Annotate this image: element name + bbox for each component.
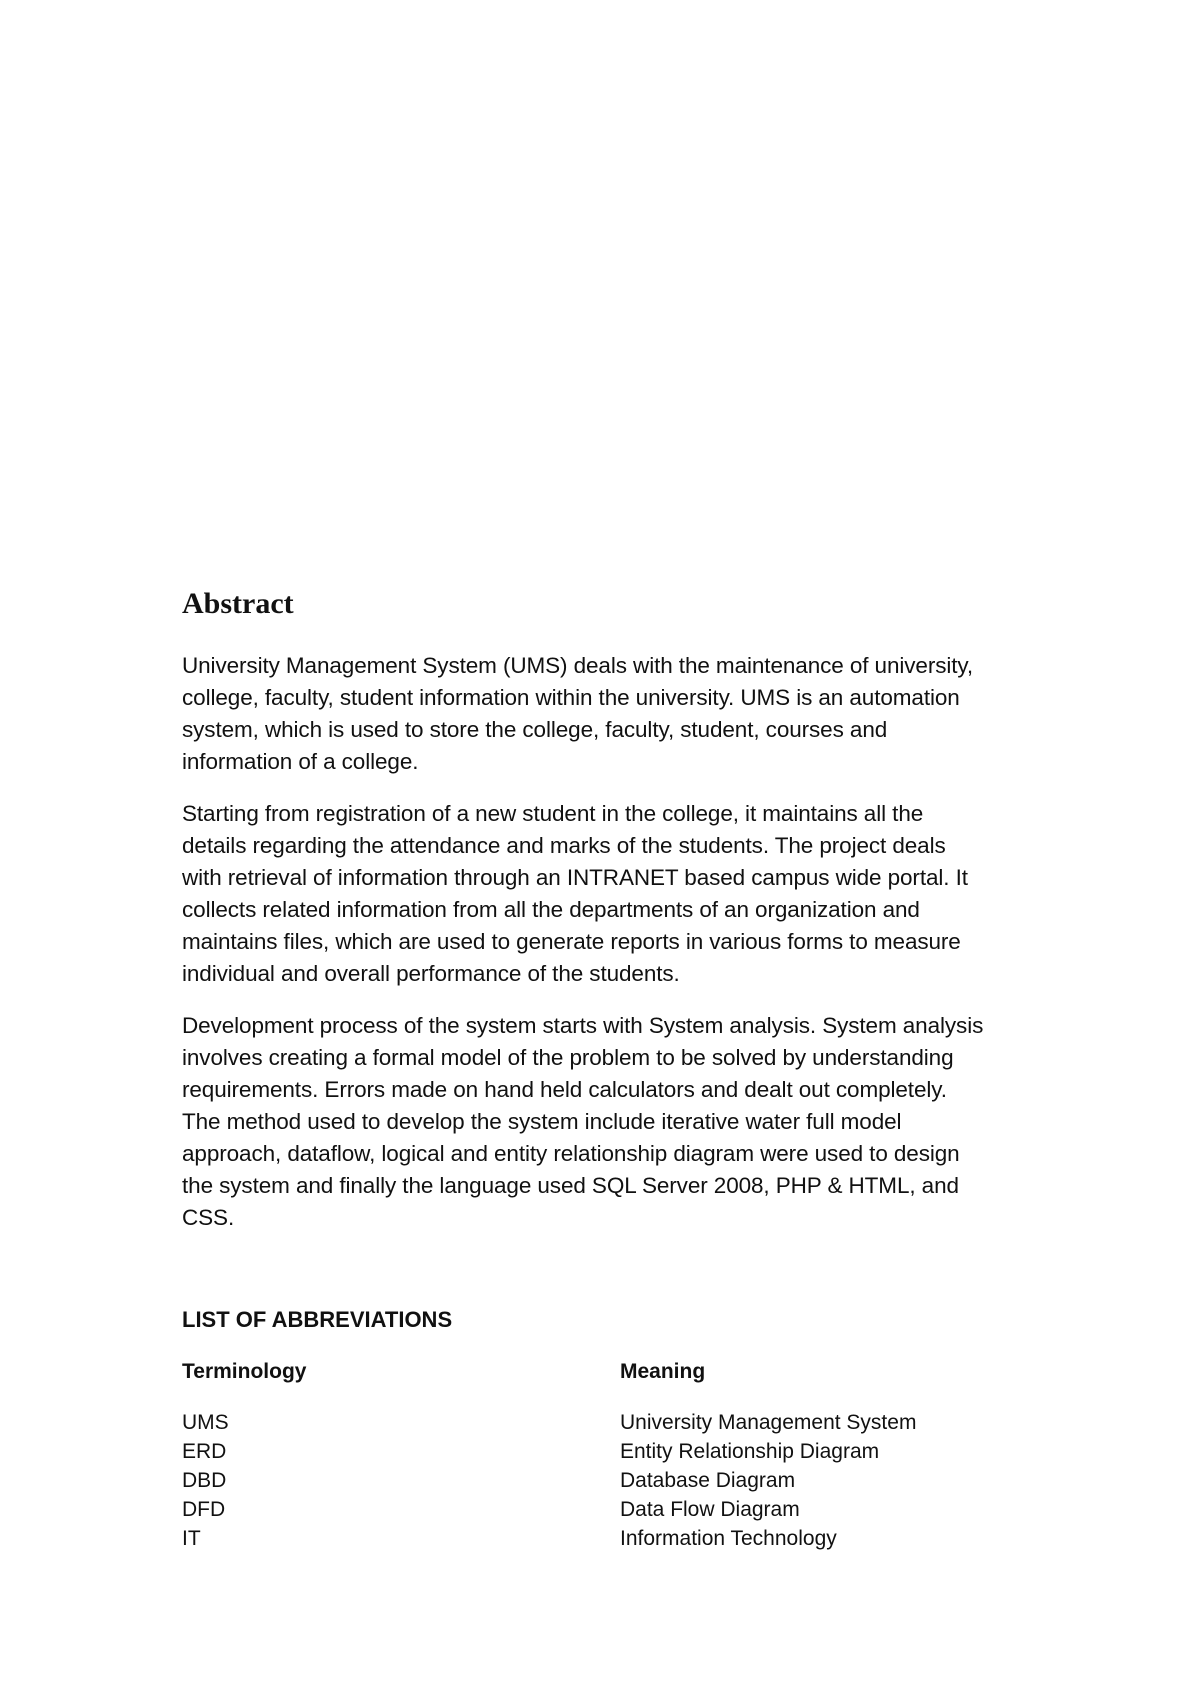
text-line: individual and overall performance of the students. [182, 961, 680, 986]
term-cell: UMS [182, 1411, 229, 1434]
abstract-paragraph [182, 650, 1062, 778]
abbreviations-table [182, 1358, 1042, 1553]
text-line: Starting from registration of a new student in the college, it maintains all the [182, 801, 924, 826]
text-line: The method used to develop the system include iterative water full model [182, 1109, 902, 1134]
text-line: the system and finally the language used SQL Server 2008, PHP & HTML, and [182, 1173, 959, 1198]
abbreviations-heading: LIST OF ABBREVIATIONS [182, 1307, 453, 1332]
meaning-cell: University Management System [620, 1411, 917, 1434]
text-line: maintains files, which are used to generate reports in various forms to measure [182, 929, 961, 954]
text-line: requirements. Errors made on hand held calculators and dealt out completely. [182, 1077, 947, 1102]
abstract-paragraph [182, 1010, 1062, 1234]
term-cell: DFD [182, 1498, 226, 1521]
meaning-cell: Data Flow Diagram [620, 1498, 800, 1521]
table-header-row [182, 1358, 1042, 1408]
text-line: details regarding the attendance and marks of the students. The project deals [182, 833, 946, 858]
table-row [182, 1408, 1042, 1437]
term-cell: DBD [182, 1469, 227, 1492]
table-row [182, 1495, 1042, 1524]
text-line: Development process of the system starts with System analysis. System analysis [182, 1013, 984, 1038]
table-row [182, 1437, 1042, 1466]
table-row [182, 1524, 1042, 1553]
text-line: CSS. [182, 1205, 235, 1230]
table-row [182, 1466, 1042, 1495]
text-line: information of a college. [182, 749, 419, 774]
column-header-meaning: Meaning [620, 1360, 706, 1383]
meaning-cell: Entity Relationship Diagram [620, 1440, 880, 1463]
text-line: involves creating a formal model of the problem to be solved by understanding [182, 1045, 954, 1070]
text-line: University Management System (UMS) deals with the maintenance of university, [182, 653, 974, 678]
column-header-terminology: Terminology [182, 1360, 307, 1383]
meaning-cell: Information Technology [620, 1527, 837, 1550]
meaning-cell: Database Diagram [620, 1469, 796, 1492]
abstract-title: Abstract [182, 587, 294, 620]
term-cell: ERD [182, 1440, 227, 1463]
text-line: collects related information from all the departments of an organization and [182, 897, 920, 922]
term-cell: IT [182, 1527, 201, 1550]
text-line: college, faculty, student information within the university. UMS is an automation [182, 685, 960, 710]
text-line: approach, dataflow, logical and entity relationship diagram were used to design [182, 1141, 960, 1166]
abstract-body [182, 650, 1062, 1254]
abstract-paragraph [182, 798, 1062, 990]
text-line: system, which is used to store the college, faculty, student, courses and [182, 717, 888, 742]
text-line: with retrieval of information through an INTRANET based campus wide portal. It [182, 865, 968, 890]
